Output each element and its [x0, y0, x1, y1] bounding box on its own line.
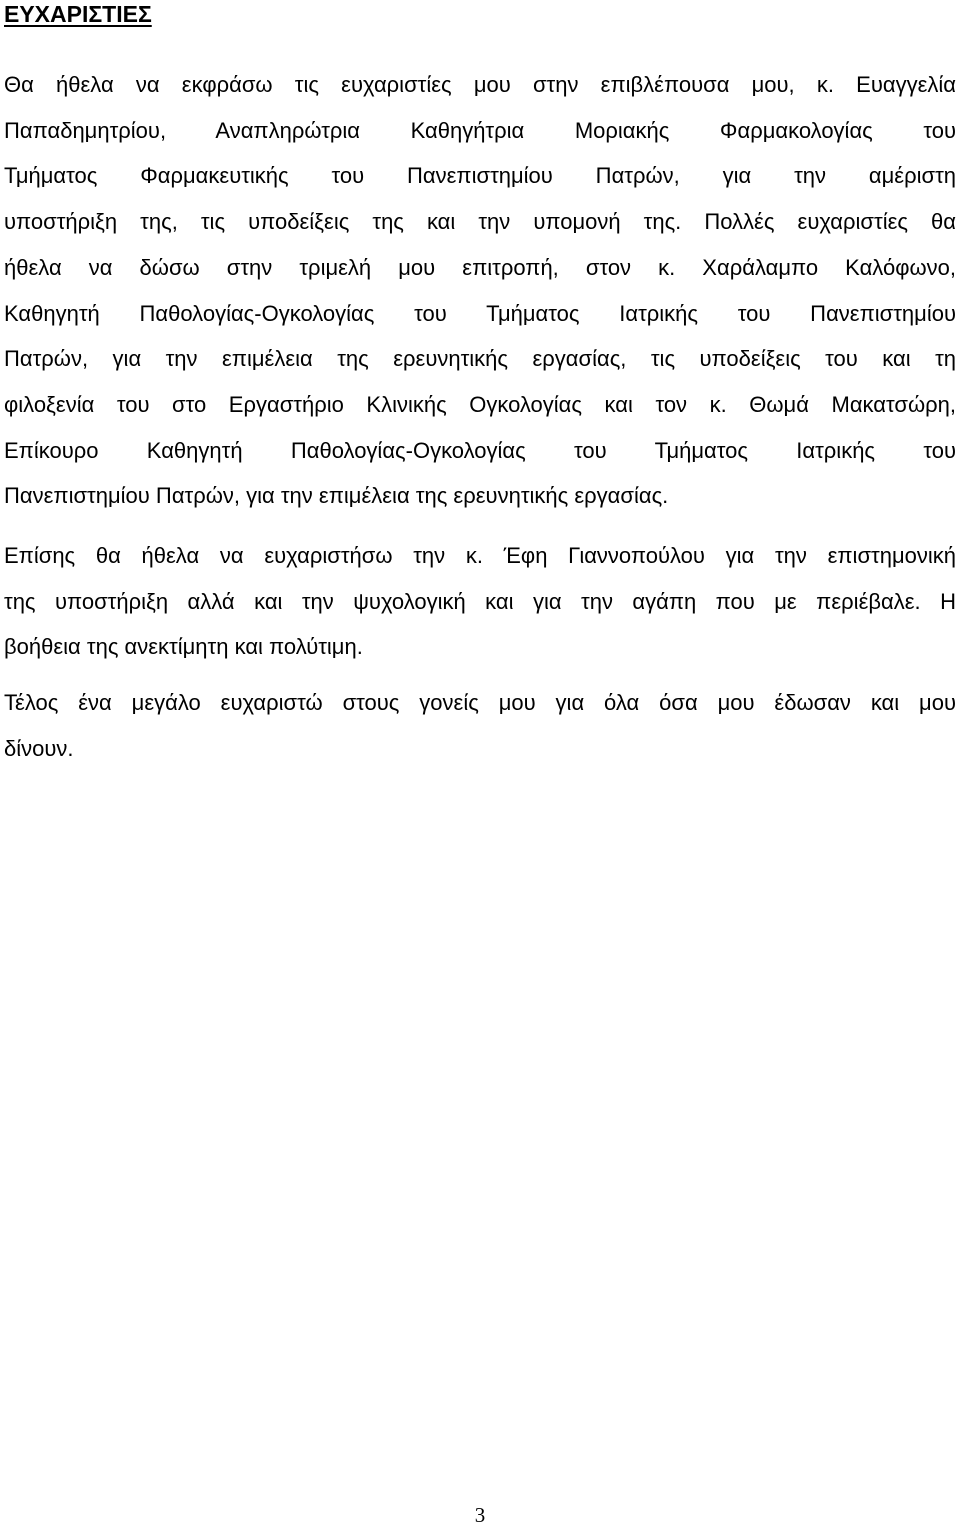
text-line: Επίσης θα ήθελα να ευχαριστήσω την κ. Έφη Γιαννοπούλου για την επιστημονική: [4, 543, 956, 568]
text-line: φιλοξενία του στο Εργαστήριο Κλινικής Ογκολογίας και τον κ. Θωμά Μακατσώρη,: [4, 391, 956, 417]
text-line: δίνουν.: [4, 735, 74, 761]
text-line: Επίκουρο Καθηγητή Παθολογίας-Ογκολογίας του Τμήματος Ιατρικής του: [4, 437, 956, 463]
text-line: υποστήριξη της, τις υποδείξεις της και την υπομονή της. Πολλές ευχαριστίες θα: [4, 209, 956, 235]
paragraph-thanks-parents: [4, 680, 956, 771]
page-number: 3: [474, 1503, 486, 1527]
text-line: ήθελα να δώσω στην τριμελή μου επιτροπή, στον κ. Χαράλαμπο Καλόφωνο,: [4, 254, 956, 280]
page-title: ΕΥΧΑΡΙΣΤΙΕΣ: [4, 1, 152, 27]
text-line: Θα ήθελα να εκφράσω τις ευχαριστίες μου στην επιβλέπουσα μου, κ. Ευαγγελία: [4, 72, 956, 97]
text-line: Παπαδημητρίου, Αναπληρώτρια Καθηγήτρια Μοριακής Φαρμακολογίας του: [4, 117, 956, 143]
text-line: Καθηγητή Παθολογίας-Ογκολογίας του Τμήματος Ιατρικής του Πανεπιστημίου: [4, 300, 956, 326]
text-line: Πανεπιστημίου Πατρών, για την επιμέλεια της ερευνητικής εργασίας.: [4, 483, 669, 509]
paragraph-thanks-colleague: [4, 533, 956, 670]
paragraph-thanks-supervisor: [4, 62, 956, 519]
text-line: Τμήματος Φαρμακευτικής του Πανεπιστημίου Πατρών, για την αμέριστη: [4, 163, 956, 189]
text-line: Πατρών, για την επιμέλεια της ερευνητικής εργασίας, τις υποδείξεις του και τη: [4, 346, 956, 372]
text-line: Τέλος ένα μεγάλο ευχαριστώ στους γονείς μου για όλα όσα μου έδωσαν και μου: [4, 690, 956, 715]
text-line: της υποστήριξη αλλά και την ψυχολογική και για την αγάπη που με περιέβαλε. Η: [4, 588, 956, 614]
text-line: βοήθεια της ανεκτίμητη και πολύτιμη.: [4, 634, 363, 660]
